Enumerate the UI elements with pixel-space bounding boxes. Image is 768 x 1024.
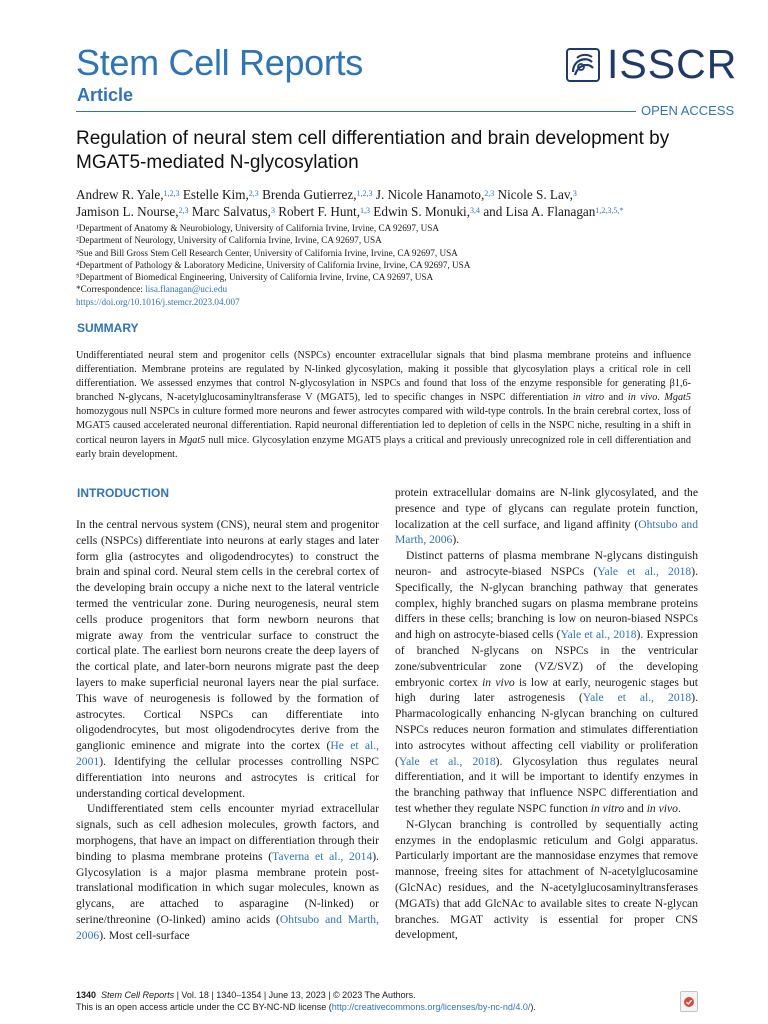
paragraph: In the central nervous system (CNS), neural stem and progenitor cells (NSPCs) differentiate into neurons at early stages and later form glia (astrocytes and oligodendrocytes) to construct the brain and spinal cord. Neural stem cells in the cerebral cortex of the developing brain occupy a niche next to the lateral ventricle termed the ventricular zone. During neurogenesis, neural stem cells produce progenitors that form newborn neurons that migrate away from the ventricular surface to construct the cortical plate. The earliest born neurons create the deep layers of the cortical plate, and later-born neurons migrate past the deep layers to make superficial neuronal layers near the pial surface. This wave of neurogenesis is followed by the formation of astrocytes. Cortical NSPCs can differentiate into oligodendrocytes, but most oligodendrocytes derive from the ganglionic eminence and migrate into the cortex (He et al., 2001). Identifying the cellular processes controlling NSPC differentiation into neurons and astrocytes is critical for understanding cortical development.: [76, 518, 379, 800]
footer-license: This is an open access article under the CC BY-NC-ND license (http://creativecommons.org/licenses/by-nc-nd/4.0/).: [76, 1001, 536, 1012]
page-number: 1340: [76, 990, 97, 1000]
author-line-2: [76, 203, 696, 220]
summary-text: Undifferentiated neural stem and progenitor cells (NSPCs) encounter extracellular signals that bind plasma membrane proteins and influence differentiation. Membrane proteins are regulated by N-linked glycosylation, making it possible that glycosylation plays a critical role in cell differentiation. We assessed enzymes that control N-glycosylation in NSPCs and found that loss of the enzyme responsible for generating β1,6-branched N-glycans, N-acetylglucosaminyltransferase V (MGAT5), led to specific changes in NSPC differentiation in vitro and in vivo. Mgat5 homozygous null NSPCs in culture formed more neurons and fewer astrocytes compared with wild-type controls. In the brain cerebral cortex, loss of MGAT5 caused accelerated neuronal differentiation. Rapid neuronal differentiation led to depletion of cells in the NSPC niche, resulting in a shift in cortical neuron layers in Mgat5 null mice. Glycosylation enzyme MGAT5 plays a critical and previously unrecognized role in cell differentiation and early brain development.: [76, 350, 691, 460]
author-affil-ref[interactable]: 2,3: [248, 189, 259, 198]
paper-title-line-2: MGAT5-mediated N-glycosylation: [76, 152, 359, 173]
check-for-updates-badge[interactable]: [680, 991, 698, 1012]
open-access-label: OPEN ACCESS: [641, 103, 735, 118]
author-affil-ref[interactable]: 1,2,3: [356, 189, 373, 198]
footer-journal: Stem Cell Reports: [101, 990, 175, 1000]
affiliation-item: ²Department of Neurology, University of California Irvine, Irvine, CA 92697, USA: [76, 235, 382, 246]
citation-link[interactable]: He et al., 2001: [76, 739, 379, 768]
author-affil-ref[interactable]: 3: [270, 206, 275, 215]
body-column-left: [76, 517, 379, 944]
citation-link[interactable]: Yale et al., 2018: [597, 564, 692, 578]
author-name: Andrew R. Yale,: [76, 187, 164, 202]
affiliation-list: [76, 222, 696, 308]
affiliation-item: ⁴Department of Pathology & Laboratory Medicine, University of California Irvine, Irvine, CA 92697, USA: [76, 259, 471, 270]
author-affil-ref[interactable]: 2,3: [178, 206, 189, 215]
author-affil-ref[interactable]: 1,2,3,5,*: [595, 206, 624, 215]
affiliation-item: ¹Department of Anatomy & Neurobiology, University of California Irvine, Irvine, CA 92697, USA: [76, 223, 439, 233]
citation-link[interactable]: Ohtsubo and Marth, 2006: [395, 517, 698, 547]
author-affil-ref[interactable]: 3,4: [470, 206, 481, 215]
correspondence-label: *Correspondence:: [76, 284, 146, 295]
author-name: Estelle Kim,: [182, 187, 249, 202]
author-list: [76, 186, 696, 220]
paragraph: Undifferentiated stem cells encounter myriad extracellular signals, such as cell adhesion molecules, growth factors, and morphogens, that have an impact on differentiation through their binding to plasma membrane proteins (Taverna et al., 2014). Glycosylation is a major plasma membrane protein post-translational modification in which sugar molecules, known as glycans, are attached to asparagine (N-linked) or serine/threonine (O-linked) amino acids (Ohtsubo and Marth, 2006). Most cell-surface: [76, 802, 380, 942]
citation-link[interactable]: Taverna et al., 2014: [272, 849, 373, 863]
correspondence-email-link[interactable]: lisa.flanagan@uci.edu: [145, 284, 228, 295]
isscr-emblem-icon: [566, 48, 600, 82]
citation-link[interactable]: Ohtsubo and Marth, 2006: [76, 912, 380, 942]
citation-link[interactable]: Yale et al., 2018: [560, 628, 637, 642]
author-name: Brenda Gutierrez,: [262, 187, 357, 202]
author-affil-ref[interactable]: 2,3: [484, 189, 495, 198]
author-name: Jamison L. Nourse,: [76, 204, 179, 219]
author-name: J. Nicole Hanamoto,: [375, 187, 485, 202]
citation-link[interactable]: Yale et al., 2018: [398, 754, 496, 768]
journal-title: Stem Cell Reports: [76, 42, 363, 83]
introduction-heading: INTRODUCTION: [77, 486, 169, 500]
check-for-updates-icon: [683, 996, 695, 1008]
author-name: Robert F. Hunt,: [278, 204, 360, 219]
author-affil-ref[interactable]: 3: [572, 189, 577, 198]
paper-title-line-1: Regulation of neural stem cell differentiation and brain development by: [76, 128, 670, 149]
doi-link[interactable]: https://doi.org/10.1016/j.stemcr.2023.04.007: [76, 296, 240, 307]
affiliation-item: ³Sue and Bill Gross Stem Cell Research Center, University of California Irvine, Irvine, CA 92697, USA: [76, 247, 458, 258]
header-rule: [76, 111, 636, 112]
author-affil-ref[interactable]: 1,3: [360, 206, 370, 215]
author-name: Edwin S. Monuki,: [373, 204, 471, 219]
summary-heading: SUMMARY: [77, 321, 139, 335]
footer-citation: 1340 Stem Cell Reports | Vol. 18 | 1340–1354 | June 13, 2023 | © 2023 The Authors.: [76, 990, 416, 1000]
author-name: Nicole S. Lav,: [497, 187, 573, 202]
license-link[interactable]: http://creativecommons.org/licenses/by-nc-nd/4.0/: [331, 1001, 531, 1012]
author-affil-ref[interactable]: 1,2,3: [163, 189, 180, 198]
author-name: Marc Salvatus,: [191, 204, 271, 219]
article-type-label: Article: [77, 85, 134, 105]
isscr-logo: [566, 41, 738, 87]
paragraph: protein extracellular domains are N-link glycosylated, and the presence and type of glycans can regulate protein function, localization at the cell surface, and ligand affinity (Ohtsubo and Marth, 2006).: [395, 486, 698, 547]
affiliation-item: ⁵Department of Biomedical Engineering, University of California Irvine, Irvine, CA 92697, USA: [76, 272, 434, 283]
citation-link[interactable]: Yale et al., 2018: [582, 691, 692, 705]
paper-title: [76, 127, 696, 175]
paragraph: Distinct patterns of plasma membrane N-glycans distinguish neuron- and astrocyte-biased NSPCs (Yale et al., 2018). Specifically, the N-glycan branching pathway that generates complex, highly branched sugars on plasma membrane proteins differs in these cells; branching is low on neuron-biased NSPCs and high on astrocyte-biased cells (Yale et al., 2018). Expression of branched N-glycans on NSPCs in the ventricular zone/subventricular zone (VZ/SVZ) of the developing embryonic cortex in vivo is low at early, neurogenic stages but high during later astrogenesis (Yale et al., 2018). Pharmacologically enhancing N-glycan branching on cultured NSPCs reduces neuron formation and stimulates differentiation into astrocytes without affecting cell viability or proliferation (Yale et al., 2018). Glycosylation thus regulates neural differentiation, and it will be important to identify enzymes in the branching pathway that influence NSPC differentiation and test whether they regulate NSPC function in vitro and in vivo.: [395, 549, 699, 815]
paragraph: N-Glycan branching is controlled by sequentially acting enzymes in the endoplasmic reticulum and Golgi apparatus. Particularly important are the mannosidase enzymes that remove mannose, freeing sites for attachment of N-acetylglucosamine (GlcNAc) residues, and the N-acetylglucosaminyltransferases (MGATs) that add GlcNAc to available sites to create N-glycan branches. MGAT activity is essential for proper CNS development,: [395, 817, 698, 942]
author-name: and Lisa A. Flanagan: [483, 204, 596, 219]
page-footer: [76, 990, 696, 1013]
logo-text: ISSCR: [607, 41, 738, 87]
author-line-1: [76, 186, 696, 203]
body-column-right: [395, 485, 698, 943]
correspondence: [76, 283, 696, 295]
